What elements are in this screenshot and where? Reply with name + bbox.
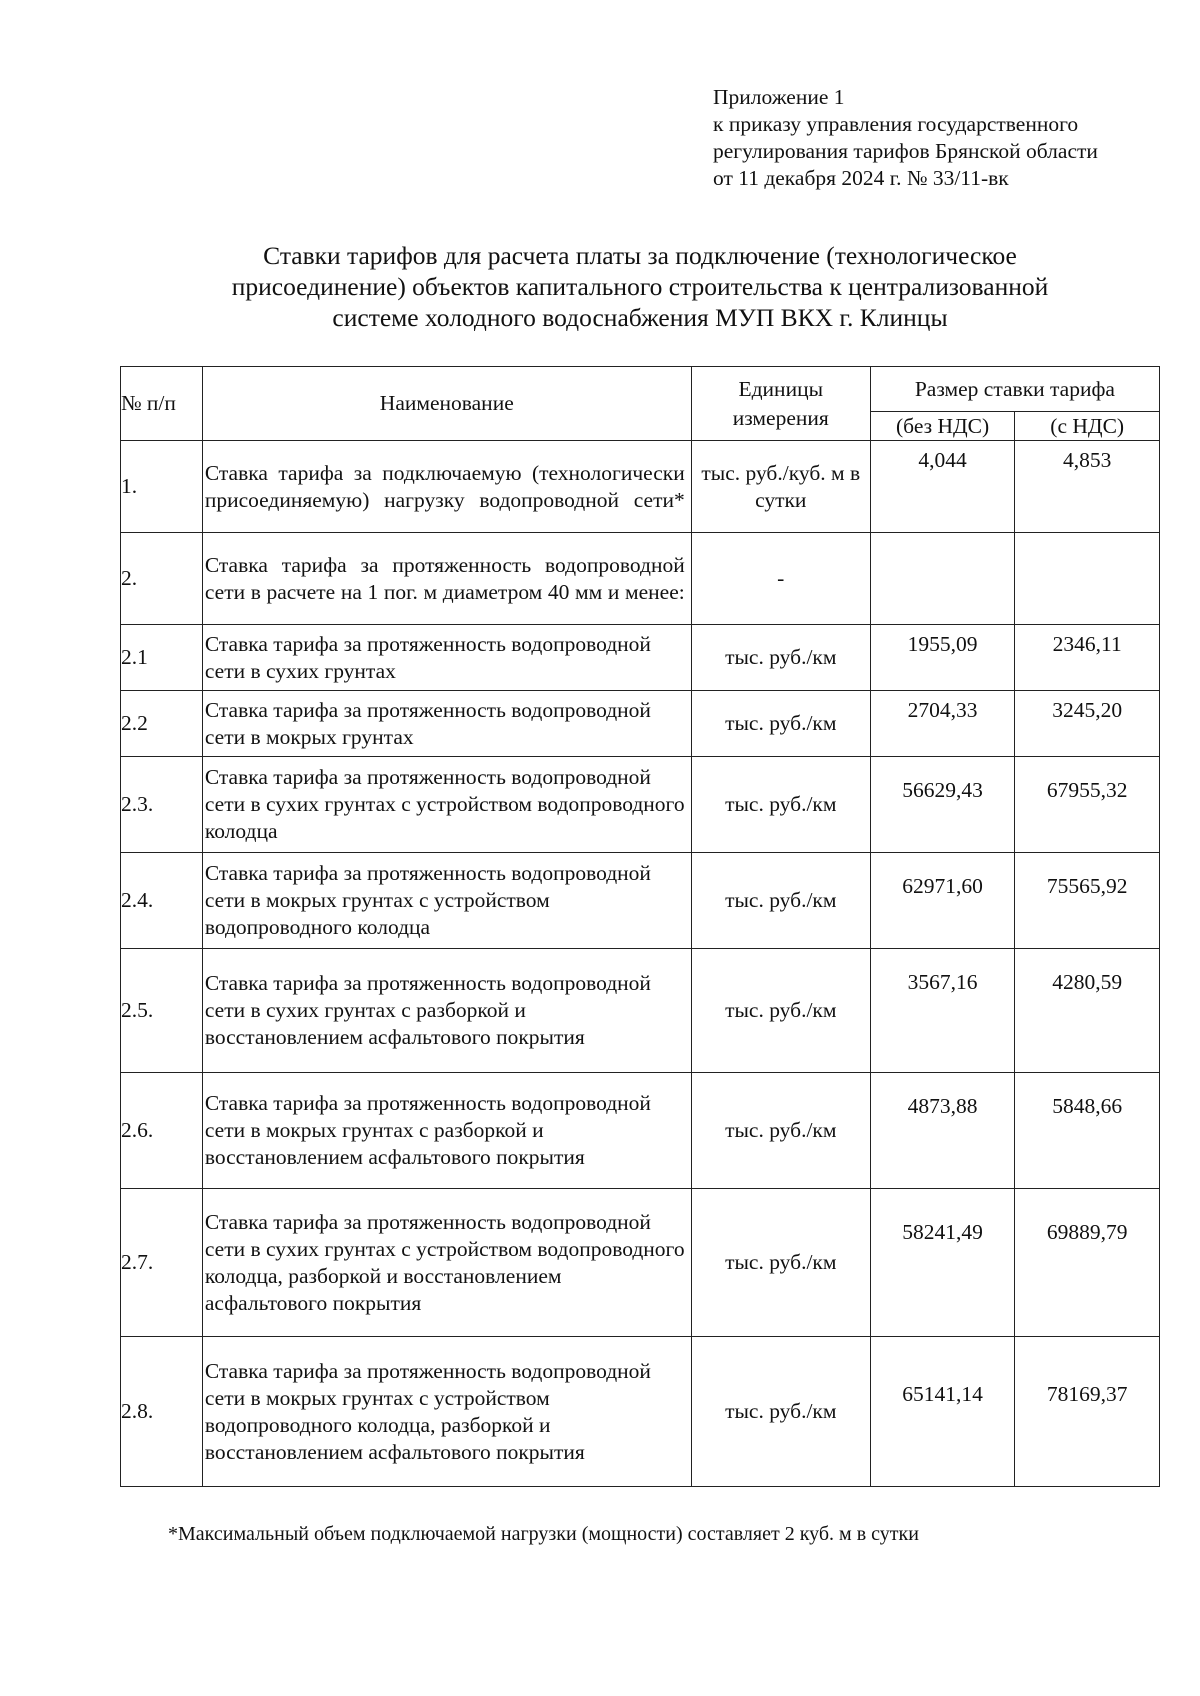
row-num: 2.2	[121, 691, 203, 757]
row-no-vat: 62971,60	[870, 853, 1015, 949]
row-no-vat: 3567,16	[870, 949, 1015, 1073]
row-num: 2.5.	[121, 949, 203, 1073]
row-no-vat: 58241,49	[870, 1189, 1015, 1337]
document-title	[140, 240, 1140, 333]
row-unit: тыс. руб./км	[691, 691, 870, 757]
row-no-vat: 65141,14	[870, 1337, 1015, 1487]
appendix-line: регулирования тарифов Брянской области	[713, 139, 1098, 163]
tariff-table	[120, 366, 1160, 1487]
header-rate: Размер ставки тарифа	[870, 367, 1159, 412]
appendix-block	[713, 84, 1098, 192]
row-num: 2.6.	[121, 1073, 203, 1189]
appendix-line: от 11 декабря 2024 г. № 33/11-вк	[713, 166, 1009, 190]
row-num: 2.4.	[121, 853, 203, 949]
table-row	[121, 757, 1160, 853]
row-unit: тыс. руб./км	[691, 757, 870, 853]
row-with-vat: 2346,11	[1015, 625, 1160, 691]
table-row	[121, 949, 1160, 1073]
table-row	[121, 441, 1160, 533]
footnote: *Максимальный объем подключаемой нагрузки (мощности) составляет 2 куб. м в сутки	[168, 1523, 919, 1545]
row-unit: тыс. руб./км	[691, 625, 870, 691]
row-no-vat: 56629,43	[870, 757, 1015, 853]
row-no-vat: 4,044	[870, 441, 1015, 533]
header-num: № п/п	[121, 367, 203, 441]
row-num: 2.1	[121, 625, 203, 691]
title-line: системе холодного водоснабжения МУП ВКХ г. Клинцы	[332, 303, 948, 332]
row-with-vat: 5848,66	[1015, 1073, 1160, 1189]
row-with-vat: 4280,59	[1015, 949, 1160, 1073]
table-header-row	[121, 367, 1160, 412]
row-unit: тыс. руб./км	[691, 1189, 870, 1337]
row-name: Ставка тарифа за протяженность водопроводной сети в мокрых грунтах	[202, 691, 691, 757]
row-name: Ставка тарифа за протяженность водопроводной сети в мокрых грунтах с разборкой и восстановлением асфальтового покрытия	[202, 1073, 691, 1189]
row-num: 2.8.	[121, 1337, 203, 1487]
row-no-vat: 4873,88	[870, 1073, 1015, 1189]
table-row	[121, 1073, 1160, 1189]
appendix-line: Приложение 1	[713, 85, 845, 109]
row-with-vat: 67955,32	[1015, 757, 1160, 853]
row-no-vat: 2704,33	[870, 691, 1015, 757]
row-with-vat: 4,853	[1015, 441, 1160, 533]
row-no-vat: 1955,09	[870, 625, 1015, 691]
row-with-vat: 75565,92	[1015, 853, 1160, 949]
row-unit: -	[691, 533, 870, 625]
row-unit: тыс. руб./км	[691, 949, 870, 1073]
table-row	[121, 691, 1160, 757]
row-name: Ставка тарифа за протяженность водопроводной сети в мокрых грунтах с устройством водопроводного колодца	[202, 853, 691, 949]
header-with-vat: (с НДС)	[1015, 412, 1160, 441]
table-row	[121, 533, 1160, 625]
row-with-vat: 3245,20	[1015, 691, 1160, 757]
row-name: Ставка тарифа за протяженность водопроводной сети в сухих грунтах	[202, 625, 691, 691]
table-row	[121, 1189, 1160, 1337]
row-no-vat	[870, 533, 1015, 625]
title-line: Ставки тарифов для расчета платы за подключение (технологическое	[263, 241, 1017, 270]
row-num: 2.3.	[121, 757, 203, 853]
row-unit: тыс. руб./куб. м в сутки	[691, 441, 870, 533]
row-with-vat	[1015, 533, 1160, 625]
table-row	[121, 1337, 1160, 1487]
row-with-vat: 69889,79	[1015, 1189, 1160, 1337]
row-unit: тыс. руб./км	[691, 1073, 870, 1189]
table-row	[121, 625, 1160, 691]
row-num: 2.	[121, 533, 203, 625]
row-name: Ставка тарифа за протяженность водопроводной сети в сухих грунтах с устройством водопроводного колодца, разборкой и восстановлением асфальтового покрытия	[202, 1189, 691, 1337]
title-line: присоединение) объектов капитального строительства к централизованной	[231, 272, 1049, 301]
row-unit: тыс. руб./км	[691, 1337, 870, 1487]
header-name: Наименование	[202, 367, 691, 441]
header-no-vat: (без НДС)	[870, 412, 1015, 441]
row-name: Ставка тарифа за протяженность водопроводной сети в расчете на 1 пог. м диаметром 40 мм и менее:	[202, 533, 691, 625]
appendix-line: к приказу управления государственного	[713, 112, 1079, 136]
row-name: Ставка тарифа за протяженность водопроводной сети в мокрых грунтах с устройством водопроводного колодца, разборкой и восстановлением асфальтового покрытия	[202, 1337, 691, 1487]
row-num: 2.7.	[121, 1189, 203, 1337]
row-unit: тыс. руб./км	[691, 853, 870, 949]
row-num: 1.	[121, 441, 203, 533]
row-name: Ставка тарифа за протяженность водопроводной сети в сухих грунтах с разборкой и восстановлением асфальтового покрытия	[202, 949, 691, 1073]
row-name: Ставка тарифа за подключаемую (технологически присоединяемую) нагрузку водопроводной сети*	[202, 441, 691, 533]
table-row	[121, 853, 1160, 949]
header-unit: Единицы измерения	[691, 367, 870, 441]
row-with-vat: 78169,37	[1015, 1337, 1160, 1487]
row-name: Ставка тарифа за протяженность водопроводной сети в сухих грунтах с устройством водопроводного колодца	[202, 757, 691, 853]
